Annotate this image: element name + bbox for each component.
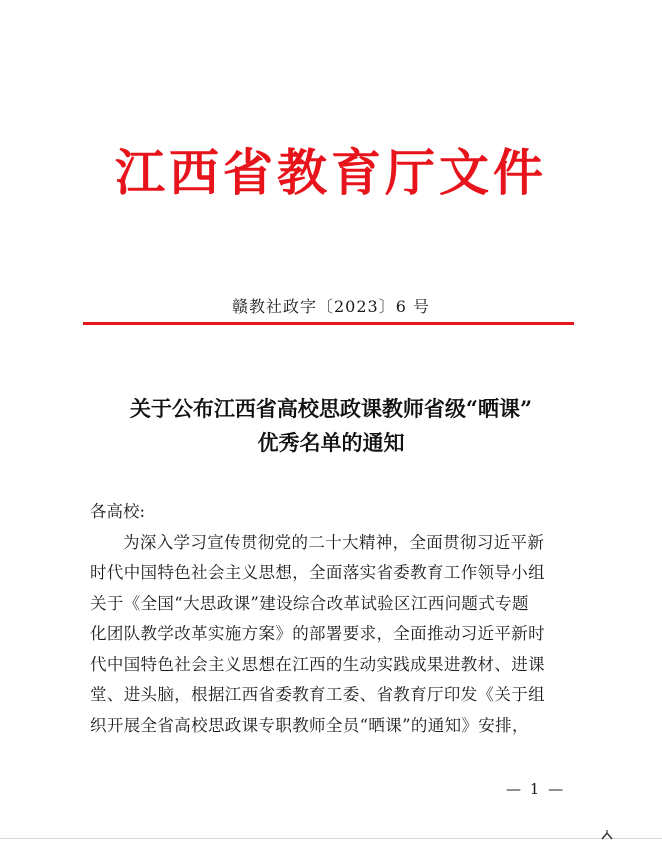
salutation: 各高校: — [90, 502, 146, 521]
page-number: — 1 — — [506, 780, 566, 798]
page-bottom-edge — [0, 838, 662, 839]
red-header-rule — [83, 322, 574, 325]
notice-title — [70, 392, 592, 460]
body-line-7: 织开展全省高校思政课专职教师全员“晒课”的通知》安排， — [90, 715, 529, 735]
document-number: 赣教社政字〔2023〕6 号 — [232, 297, 430, 316]
page-corner-mark-icon — [600, 830, 614, 840]
notice-title-line-2: 优秀名单的通知 — [257, 430, 405, 455]
body-line-6: 堂、进头脑，根据江西省委教育工委、省教育厅印发《关于组 — [90, 685, 545, 704]
body-line-5: 代中国特色社会主义思想在江西的生动实践成果进教材、进课 — [90, 654, 545, 674]
body-line-2: 时代中国特色社会主义思想，全面落实省委教育工作领导小组 — [90, 563, 545, 582]
notice-body — [90, 497, 580, 741]
body-line-4: 化团队教学改革实施方案》的部署要求，全面推动习近平新时 — [90, 624, 545, 643]
document-header-title: 江西省教育厅文件 — [115, 143, 547, 202]
body-line-1: 为深入学习宣传贯彻党的二十大精神，全面贯彻习近平新 — [123, 532, 545, 552]
notice-title-line-1: 关于公布江西省高校思政课教师省级“晒课” — [129, 396, 533, 421]
body-line-3: 关于《全国“大思政课”建设综合改革试验区江西问题式专题 — [90, 593, 529, 613]
